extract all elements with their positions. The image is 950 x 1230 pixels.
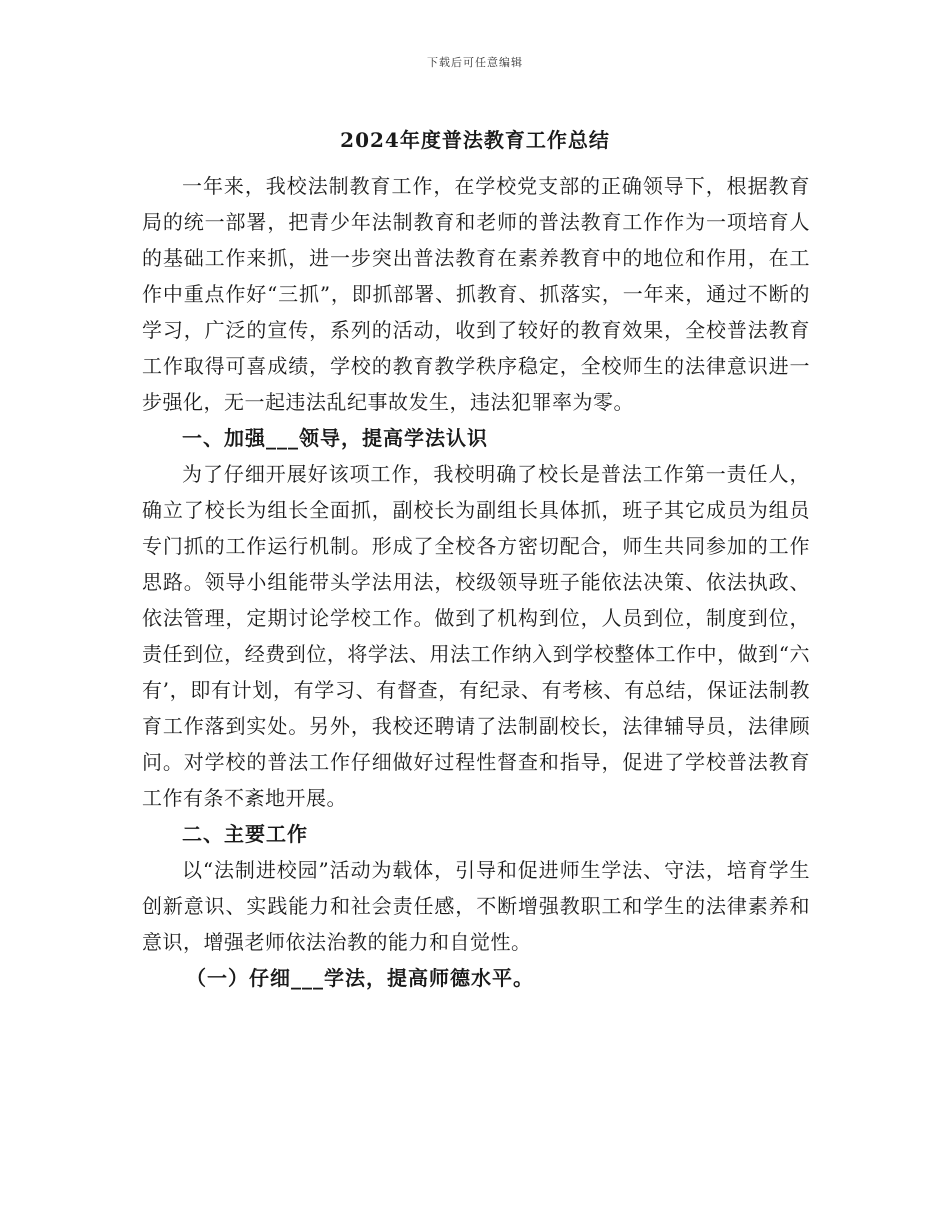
page-header-note: 下载后可任意编辑 — [427, 56, 523, 69]
document-title: 2024年度普法教育工作总结 — [340, 128, 610, 152]
subsection-heading-1: （一）仔细___学法，提高师德水平。 — [186, 966, 534, 990]
paragraph-main-work: 以“法制进校园”活动为载体，引导和促进师生学法、守法，培育学生创新意识、实践能力和社会责任感，不断增强教职工和学生的法律素养和意识，增强老师依法治教的能力和自觉性。 — [142, 858, 810, 954]
section-heading-2: 二、主要工作 — [182, 822, 308, 846]
section-heading-1: 一、加强___领导，提高学法认识 — [182, 426, 488, 450]
document-body — [142, 168, 810, 996]
paragraph-leadership: 为了仔细开展好该项工作，我校明确了校长是普法工作第一责任人，确立了校长为组长全面抓，副校长为副组长具体抓，班子其它成员为组员专门抓的工作运行机制。形成了全校各方密切配合，师生共同参加的工作思路。领导小组能带头学法用法，校级领导班子能依法决策、依法执政、依法管理，定期讨论学校工作。做到了机构到位，人员到位，制度到位，责任到位，经费到位，将学法、用法工作纳入到学校整体工作中，做到“六有’，即有计划，有学习、有督查，有纪录、有考核、有总结，保证法制教育工作落到实处。另外，我校还聘请了法制副校长，法律辅导员，法律顾问。对学校的普法工作仔细做好过程性督查和指导，促进了学校普法教育工作有条不紊地开展。 — [142, 462, 810, 810]
paragraph-intro: 一年来，我校法制教育工作，在学校党支部的正确领导下，根据教育局的统一部署，把青少年法制教育和老师的普法教育工作作为一项培育人的基础工作来抓，进一步突出普法教育在素养教育中的地位和作用，在工作中重点作好“三抓”，即抓部署、抓教育、抓落实，一年来，通过不断的学习，广泛的宣传，系列的活动，收到了较好的教育效果，全校普法教育工作取得可喜成绩，学校的教育教学秩序稳定，全校师生的法律意识进一步强化，无一起违法乱纪事故发生，违法犯罪率为零。 — [142, 174, 810, 414]
